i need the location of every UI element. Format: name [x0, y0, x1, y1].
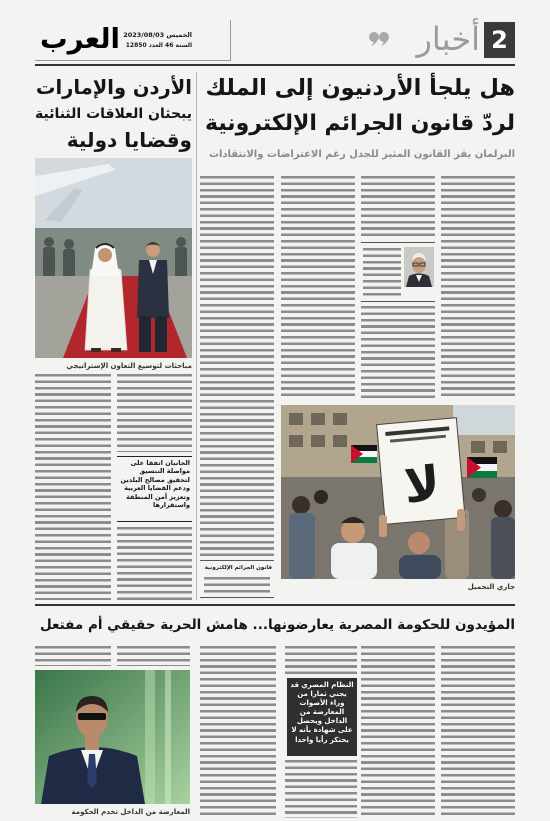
- boxed-note-lines: [204, 577, 270, 594]
- section-rule: [35, 604, 515, 606]
- official-photo-caption: المعارضة من الداخل تخدم الحكومة: [71, 808, 190, 816]
- protest-photo-caption: جاري التحميل: [467, 583, 515, 591]
- body-text-column: [441, 176, 515, 400]
- side-pull-quote: الجانبان اتفقا على مواصلة التنسيق لتحقيق مصالح البلدين ودعم القضايا العربية وتعزيز أمن المنطقة واستقرارها: [120, 459, 190, 510]
- body-text-column: [200, 176, 274, 556]
- header-rule: [35, 64, 515, 66]
- bottom-headline: المؤيدون للحكومة المصرية يعارضونها... هامش الحرية حقيقي أم مفتعل: [40, 617, 515, 633]
- body-text-column: [117, 646, 190, 666]
- leaders-photo: [35, 158, 192, 358]
- body-text-column: [35, 646, 111, 666]
- body-text-column: [361, 646, 435, 818]
- body-text-column: [281, 176, 355, 400]
- masthead-logo: العرب: [40, 23, 120, 55]
- body-text-column: [285, 760, 357, 818]
- body-text-column: [117, 374, 192, 452]
- body-text-column: [285, 646, 357, 674]
- side-headline-line-2: يبحثان العلاقات الثنائية: [35, 106, 192, 122]
- body-text-column: [35, 374, 111, 600]
- section-title: أخبار: [416, 20, 480, 58]
- body-text-column: [361, 306, 435, 400]
- bottom-pull-quote: النظام المصري قد يجني ثمارا من وراء الأصوات المعارضة من الداخل ويحصل على شهادة بأنه لا يحتكر رأيا واحدا: [290, 681, 354, 744]
- side-headline-line-3: وقضايا دولية: [66, 128, 192, 152]
- main-headline-line-1: هل يلجأ الأردنيون إلى الملك: [205, 75, 515, 101]
- body-text-column: [361, 176, 435, 238]
- quote-icon: [368, 31, 390, 47]
- protest-sign: [377, 418, 465, 525]
- body-text-column: [200, 646, 276, 818]
- masthead-issue: السنة 46 العدد 12850: [125, 42, 192, 49]
- body-text-column: [441, 646, 515, 818]
- page-number: 2: [491, 26, 508, 54]
- inset-portrait: [404, 247, 434, 287]
- masthead-date: الخميس 2023/08/03: [123, 31, 192, 39]
- leaders-photo-caption: مباحثات لتوسيع التعاون الإستراتيجي: [66, 362, 192, 370]
- protest-sign-text: لا: [401, 455, 443, 515]
- protest-photo: [281, 405, 515, 579]
- main-headline-line-2: لردّ قانون الجرائم الإلكترونية: [204, 111, 515, 136]
- body-text-column: [117, 527, 192, 600]
- official-photo: [35, 670, 190, 804]
- main-subheadline: البرلمان يقر القانون المثير للجدل رغم الاعتراضات والانتقادات: [208, 149, 515, 160]
- column-divider: [196, 72, 197, 600]
- side-headline-line-1: الأردن والإمارات: [35, 76, 192, 99]
- inset-quote-lines: [363, 248, 401, 296]
- boxed-note-title: قانون الجرائم الإلكترونية: [204, 565, 272, 571]
